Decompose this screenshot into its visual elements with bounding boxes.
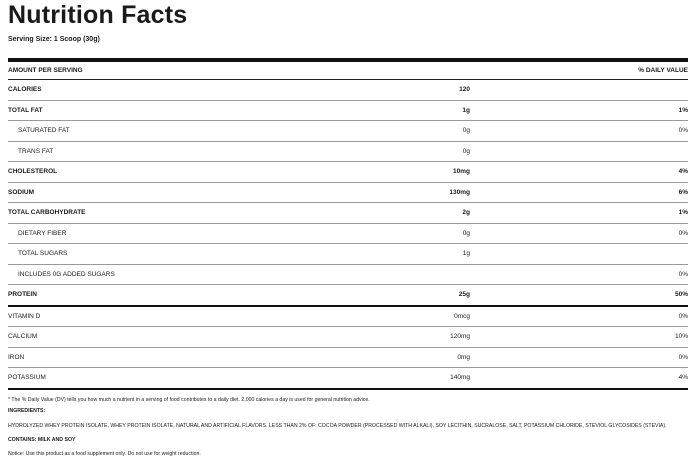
nutrient-name: TOTAL SUGARS — [18, 250, 68, 257]
table-row — [8, 142, 688, 163]
ingredients-label: INGREDIENTS: — [8, 407, 46, 414]
nutrient-daily-value: 4% — [678, 168, 688, 175]
notice-text: Notice: Use this product as a food supplement only. Do not use for weight reduction. — [8, 450, 201, 457]
table-row — [8, 162, 688, 183]
daily-value-label: % DAILY VALUE — [638, 67, 688, 74]
nutrient-name: SODIUM — [8, 188, 34, 196]
nutrient-name: CHOLESTEROL — [8, 168, 58, 175]
table-row — [8, 307, 688, 328]
table-row — [8, 203, 688, 224]
ingredients-text: HYDROLYZED WHEY PROTEIN ISOLATE, WHEY PROTEIN ISOLATE, NATURAL AND ARTIFICIAL FLAVORS. LESS THAN 2% OF: COCOA POWDER (PROCESSED WITH ALKALI), SOY LECITHIN, SUCRALOSE, SALT, POTASSIUM CHLORIDE, STEVIOL GLYCOSIDES (STEVIA). — [8, 422, 667, 429]
nutrient-daily-value: 1% — [678, 209, 688, 216]
nutrient-amount: 2g — [462, 209, 470, 216]
daily-value-footnote: * The % Daily Value (DV) tells you how much a nutrient in a serving of food contributes to a daily diet. 2,000 calories a day is used for general nutrition advice. — [8, 396, 370, 403]
serving-size: Serving Size: 1 Scoop (30g) — [8, 36, 100, 43]
table-row — [8, 224, 688, 245]
nutrient-name: IRON — [8, 353, 25, 361]
allergen-statement: CONTAINS: MILK AND SOY — [8, 436, 76, 443]
nutrient-amount: 140mg — [450, 374, 470, 381]
nutrient-table — [8, 80, 688, 390]
nutrient-amount: 1g — [462, 106, 470, 114]
nutrient-name: SATURATED FAT — [18, 127, 70, 134]
nutrient-amount: 0g — [462, 229, 470, 237]
table-row — [8, 101, 688, 122]
nutrient-name: CALORIES — [8, 86, 42, 93]
nutrient-daily-value: 0% — [678, 312, 688, 320]
nutrient-daily-value: 6% — [678, 188, 688, 196]
nutrient-name: TOTAL CARBOHYDRATE — [8, 209, 86, 216]
nutrient-amount: 120mg — [450, 333, 470, 340]
nutrient-amount: 0mg — [457, 353, 470, 361]
nutrient-amount: 25g — [458, 291, 470, 298]
footer — [8, 397, 688, 458]
nutrient-amount: 0mcg — [454, 312, 470, 320]
table-header — [8, 62, 688, 80]
table-row — [8, 348, 688, 369]
nutrient-daily-value: 0% — [678, 270, 688, 278]
nutrient-name: CALCIUM — [8, 333, 38, 340]
nutrient-amount: 10mg — [453, 168, 470, 175]
nutrient-daily-value: 0% — [678, 127, 688, 134]
nutrient-amount: 130mg — [449, 188, 470, 196]
table-row — [8, 80, 688, 101]
nutrient-daily-value: 4% — [678, 374, 688, 381]
nutrient-name: TRANS FAT — [18, 147, 54, 155]
table-row — [8, 327, 688, 348]
nutrient-name: INCLUDES 0G ADDED SUGARS — [18, 270, 115, 278]
table-row — [8, 121, 688, 142]
nutrient-daily-value: 10% — [674, 333, 688, 340]
nutrient-name: POTASSIUM — [8, 374, 46, 381]
table-row — [8, 368, 688, 390]
page-title: Nutrition Facts — [8, 1, 188, 29]
table-row — [8, 285, 688, 307]
nutrition-facts-panel — [8, 0, 688, 458]
nutrient-name: TOTAL FAT — [8, 106, 43, 114]
nutrient-daily-value: 1% — [678, 106, 688, 114]
nutrient-amount: 0g — [462, 147, 470, 155]
nutrient-name: VITAMIN D — [8, 312, 41, 320]
nutrient-amount: 1g — [462, 250, 470, 257]
nutrient-name: DIETARY FIBER — [18, 229, 67, 237]
nutrient-daily-value: 0% — [678, 229, 688, 237]
amount-per-serving-label: AMOUNT PER SERVING — [8, 67, 83, 74]
table-row — [8, 183, 688, 204]
nutrient-amount: 120 — [459, 86, 470, 93]
table-row — [8, 265, 688, 286]
nutrient-amount: 0g — [462, 127, 470, 134]
nutrient-daily-value: 50% — [674, 291, 688, 298]
nutrient-daily-value: 0% — [678, 353, 688, 361]
table-row — [8, 244, 688, 265]
nutrient-name: PROTEIN — [8, 291, 37, 298]
